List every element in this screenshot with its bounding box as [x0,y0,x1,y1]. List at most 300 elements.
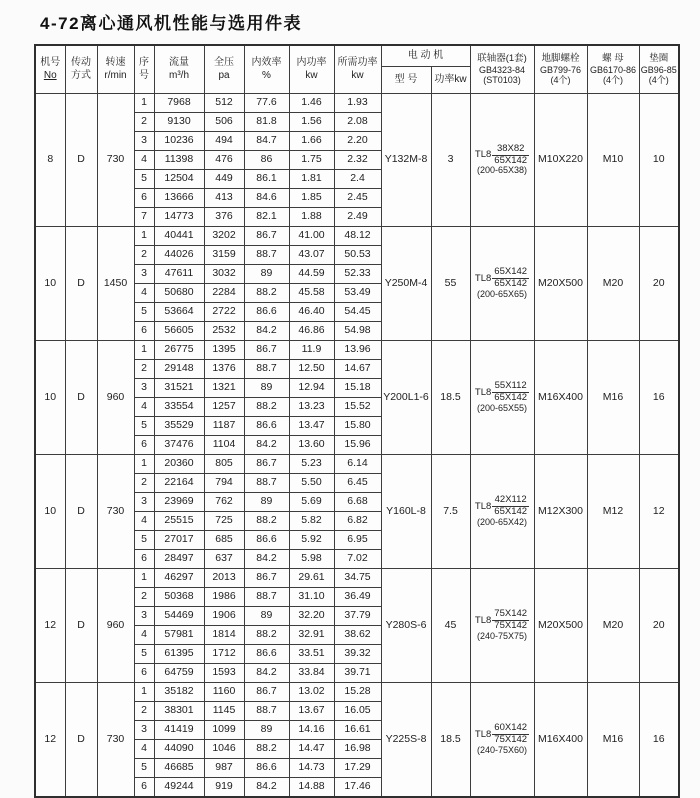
internal-power-cell: 29.61 [289,569,334,588]
required-power-cell: 17.29 [334,759,381,778]
required-power-cell: 6.45 [334,474,381,493]
anchor-bolt-cell: M10X220 [534,94,587,227]
seq-cell: 4 [134,512,154,531]
flow-cell: 22164 [154,474,204,493]
internal-power-cell: 43.07 [289,246,334,265]
required-power-cell: 2.49 [334,208,381,227]
coupling-spec [471,144,534,177]
coupling-spec [471,723,534,756]
coupling-fraction [492,267,529,290]
coupling-spec [471,381,534,414]
speed-cell: 960 [97,569,134,683]
flow-cell: 37476 [154,436,204,455]
washer-cell: 20 [639,569,679,683]
header-line: GB6170-86 [589,64,637,75]
motor-power-cell: 18.5 [431,341,470,455]
required-power-cell: 15.80 [334,417,381,436]
header-line: kw [305,69,318,81]
coupling-fraction-bottom: 65X142 [494,154,528,166]
coupling-fraction [492,144,529,167]
flow-cell: 53664 [154,303,204,322]
seq-cell: 2 [134,474,154,493]
required-power-cell: 15.28 [334,683,381,702]
flow-cell: 29148 [154,360,204,379]
pressure-cell: 449 [204,170,244,189]
pressure-cell: 2013 [204,569,244,588]
header-line: % [262,69,271,81]
coupling-fraction [492,495,529,518]
required-power-cell: 50.53 [334,246,381,265]
pressure-cell: 476 [204,151,244,170]
motor-model-cell: Y225S-8 [381,683,431,798]
flow-cell: 28497 [154,550,204,569]
motor-power-cell: 3 [431,94,470,227]
flow-cell: 50368 [154,588,204,607]
seq-cell: 3 [134,607,154,626]
pressure-cell: 762 [204,493,244,512]
header-motor-model: 型 号 [381,67,431,94]
nut-cell: M12 [587,455,639,569]
performance-table [34,44,680,798]
coupling-prefix: TL8 [474,272,492,284]
flow-cell: 44026 [154,246,204,265]
table-row [35,683,679,702]
header-drive [65,45,97,94]
pressure-cell: 685 [204,531,244,550]
coupling-cell [470,227,534,341]
efficiency-cell: 81.8 [244,113,289,132]
header-line: 全压 [214,57,234,68]
required-power-cell: 16.05 [334,702,381,721]
header-line: (4个) [603,74,623,85]
required-power-cell: 15.18 [334,379,381,398]
flow-cell: 20360 [154,455,204,474]
internal-power-cell: 1.66 [289,132,334,151]
washer-cell: 10 [639,94,679,227]
table-row [35,455,679,474]
table-header [35,45,679,94]
pressure-cell: 1814 [204,626,244,645]
internal-power-cell: 33.51 [289,645,334,664]
efficiency-cell: 86.7 [244,455,289,474]
internal-power-cell: 13.02 [289,683,334,702]
drive-type-cell: D [65,94,97,227]
efficiency-cell: 89 [244,721,289,740]
coupling-note: (200-65X65) [476,288,528,299]
internal-power-cell: 12.50 [289,360,334,379]
efficiency-cell: 77.6 [244,94,289,113]
required-power-cell: 16.98 [334,740,381,759]
required-power-cell: 2.32 [334,151,381,170]
motor-model-cell: Y132M-8 [381,94,431,227]
fan-no-cell: 12 [35,569,65,683]
header-fan-no [35,45,65,94]
efficiency-cell: 84.2 [244,778,289,798]
seq-cell: 3 [134,265,154,284]
motor-model-cell: Y160L-8 [381,455,431,569]
header-line: (ST0103) [483,74,521,85]
flow-cell: 11398 [154,151,204,170]
pressure-cell: 1187 [204,417,244,436]
header-line: (4个) [550,74,571,85]
efficiency-cell: 88.2 [244,284,289,303]
required-power-cell: 2.08 [334,113,381,132]
seq-cell: 6 [134,550,154,569]
motor-power-cell: 7.5 [431,455,470,569]
motor-power-cell: 18.5 [431,683,470,798]
motor-model-cell: Y280S-6 [381,569,431,683]
efficiency-cell: 86.6 [244,645,289,664]
efficiency-cell: 86.6 [244,759,289,778]
pressure-cell: 919 [204,778,244,798]
header-line: GB4323-84 [478,64,526,75]
flow-cell: 9130 [154,113,204,132]
seq-cell: 1 [134,569,154,588]
speed-cell: 730 [97,94,134,227]
coupling-spec [471,609,534,642]
header-line: 螺 母 [602,52,624,64]
pressure-cell: 3032 [204,265,244,284]
efficiency-cell: 88.2 [244,740,289,759]
required-power-cell: 2.20 [334,132,381,151]
seq-cell: 7 [134,208,154,227]
required-power-cell: 6.68 [334,493,381,512]
fan-no-cell: 10 [35,455,65,569]
coupling-cell [470,683,534,798]
anchor-bolt-cell: M12X300 [534,455,587,569]
header-line: 内功率 [296,57,327,68]
speed-cell: 960 [97,341,134,455]
required-power-cell: 36.49 [334,588,381,607]
required-power-cell: 2.4 [334,170,381,189]
header-line: 内效率 [251,57,282,68]
efficiency-cell: 88.7 [244,360,289,379]
flow-cell: 7968 [154,94,204,113]
coupling-cell [470,94,534,227]
efficiency-cell: 86.1 [244,170,289,189]
coupling-fraction [492,381,529,404]
pressure-cell: 1593 [204,664,244,683]
seq-cell: 5 [134,170,154,189]
seq-cell: 2 [134,113,154,132]
internal-power-cell: 45.58 [289,284,334,303]
coupling-note: (200-65X55) [476,402,528,413]
motor-power-cell: 45 [431,569,470,683]
internal-power-cell: 5.69 [289,493,334,512]
washer-cell: 12 [639,455,679,569]
speed-cell: 1450 [97,227,134,341]
internal-power-cell: 44.59 [289,265,334,284]
seq-cell: 2 [134,588,154,607]
internal-power-cell: 12.94 [289,379,334,398]
internal-power-cell: 5.92 [289,531,334,550]
flow-cell: 10236 [154,132,204,151]
required-power-cell: 53.49 [334,284,381,303]
coupling-cell [470,341,534,455]
seq-cell: 5 [134,531,154,550]
header-pressure [204,45,244,94]
required-power-cell: 7.02 [334,550,381,569]
required-power-cell: 38.62 [334,626,381,645]
drive-type-cell: D [65,227,97,341]
nut-cell: M16 [587,341,639,455]
internal-power-cell: 14.73 [289,759,334,778]
coupling-prefix: TL8 [474,728,492,740]
pressure-cell: 1712 [204,645,244,664]
header-line: 序 [139,57,149,68]
internal-power-cell: 14.16 [289,721,334,740]
flow-cell: 61395 [154,645,204,664]
flow-cell: 35182 [154,683,204,702]
header-washer [639,45,679,94]
seq-cell: 5 [134,303,154,322]
table-body [35,94,679,798]
anchor-bolt-cell: M20X500 [534,227,587,341]
coupling-note: (240-75X60) [476,744,528,755]
pressure-cell: 2722 [204,303,244,322]
flow-cell: 44090 [154,740,204,759]
internal-power-cell: 13.67 [289,702,334,721]
header-line: 地脚螺栓 [541,52,580,64]
seq-cell: 1 [134,94,154,113]
header-line: 机号 [40,57,61,68]
required-power-cell: 39.71 [334,664,381,683]
internal-power-cell: 32.20 [289,607,334,626]
seq-cell: 6 [134,664,154,683]
internal-power-cell: 32.91 [289,626,334,645]
required-power-cell: 39.32 [334,645,381,664]
efficiency-cell: 86.6 [244,303,289,322]
flow-cell: 54469 [154,607,204,626]
internal-power-cell: 5.82 [289,512,334,531]
coupling-fraction [492,723,529,746]
internal-power-cell: 46.40 [289,303,334,322]
pressure-cell: 1160 [204,683,244,702]
header-motor-power: 功率kw [431,67,470,94]
required-power-cell: 6.82 [334,512,381,531]
coupling-fraction-top: 38X82 [492,144,529,156]
pressure-cell: 2284 [204,284,244,303]
header-required-power [334,45,381,94]
coupling-prefix: TL8 [474,614,492,626]
seq-cell: 5 [134,645,154,664]
efficiency-cell: 88.7 [244,246,289,265]
efficiency-cell: 88.2 [244,398,289,417]
anchor-bolt-cell: M16X400 [534,341,587,455]
seq-cell: 4 [134,284,154,303]
table-row [35,569,679,588]
header-line: 转速 [105,57,126,68]
coupling-fraction-top: 42X112 [492,495,529,507]
required-power-cell: 14.67 [334,360,381,379]
header-motor-group: 电 动 机 [381,45,470,67]
pressure-cell: 2532 [204,322,244,341]
coupling-fraction-bottom: 75X142 [494,734,528,746]
drive-type-cell: D [65,683,97,798]
flow-cell: 47611 [154,265,204,284]
flow-cell: 40441 [154,227,204,246]
internal-power-cell: 13.60 [289,436,334,455]
pressure-cell: 1104 [204,436,244,455]
seq-cell: 3 [134,379,154,398]
required-power-cell: 37.79 [334,607,381,626]
seq-cell: 3 [134,132,154,151]
pressure-cell: 805 [204,455,244,474]
pressure-cell: 3159 [204,246,244,265]
internal-power-cell: 33.84 [289,664,334,683]
required-power-cell: 34.75 [334,569,381,588]
pressure-cell: 637 [204,550,244,569]
flow-cell: 35529 [154,417,204,436]
pressure-cell: 1257 [204,398,244,417]
efficiency-cell: 88.7 [244,588,289,607]
internal-power-cell: 13.47 [289,417,334,436]
coupling-fraction-bottom: 65X142 [494,278,528,290]
fan-no-cell: 12 [35,683,65,798]
required-power-cell: 1.93 [334,94,381,113]
flow-cell: 13666 [154,189,204,208]
efficiency-cell: 86.7 [244,341,289,360]
coupling-note: (200-65X42) [476,516,528,527]
header-internal-power [289,45,334,94]
coupling-fraction-bottom: 65X142 [494,392,528,404]
fan-no-cell: 10 [35,341,65,455]
flow-cell: 31521 [154,379,204,398]
flow-cell: 46297 [154,569,204,588]
required-power-cell: 54.98 [334,322,381,341]
washer-cell: 20 [639,227,679,341]
seq-cell: 4 [134,626,154,645]
internal-power-cell: 41.00 [289,227,334,246]
efficiency-cell: 89 [244,493,289,512]
pressure-cell: 512 [204,94,244,113]
coupling-prefix: TL8 [474,500,492,512]
seq-cell: 2 [134,246,154,265]
coupling-fraction-top: 60X142 [494,722,528,734]
fan-no-cell: 10 [35,227,65,341]
required-power-cell: 6.95 [334,531,381,550]
table-row [35,341,679,360]
internal-power-cell: 46.86 [289,322,334,341]
efficiency-cell: 86.7 [244,683,289,702]
internal-power-cell: 14.88 [289,778,334,798]
washer-cell: 16 [639,341,679,455]
header-coupling [470,45,534,94]
coupling-cell [470,569,534,683]
header-line: 所需功率 [337,57,378,68]
pressure-cell: 794 [204,474,244,493]
required-power-cell: 15.96 [334,436,381,455]
motor-model-cell: Y250M-4 [381,227,431,341]
efficiency-cell: 84.2 [244,322,289,341]
required-power-cell: 17.46 [334,778,381,798]
flow-cell: 14773 [154,208,204,227]
pressure-cell: 1099 [204,721,244,740]
flow-cell: 41419 [154,721,204,740]
flow-cell: 49244 [154,778,204,798]
internal-power-cell: 31.10 [289,588,334,607]
nut-cell: M20 [587,569,639,683]
seq-cell: 6 [134,778,154,798]
seq-cell: 1 [134,341,154,360]
speed-cell: 730 [97,455,134,569]
efficiency-cell: 89 [244,379,289,398]
header-line: pa [218,69,230,81]
efficiency-cell: 84.2 [244,550,289,569]
header-line: 传动 [71,57,91,68]
header-speed [97,45,134,94]
pressure-cell: 376 [204,208,244,227]
pressure-cell: 1906 [204,607,244,626]
required-power-cell: 48.12 [334,227,381,246]
pressure-cell: 1046 [204,740,244,759]
internal-power-cell: 11.9 [289,341,334,360]
flow-cell: 57981 [154,626,204,645]
seq-cell: 5 [134,759,154,778]
header-line: (4个) [648,74,669,85]
coupling-prefix: TL8 [474,386,492,398]
flow-cell: 38301 [154,702,204,721]
efficiency-cell: 86.6 [244,417,289,436]
internal-power-cell: 14.47 [289,740,334,759]
header-line: GB799-76 [539,64,582,75]
pressure-cell: 3202 [204,227,244,246]
coupling-fraction-top: 75X142 [494,608,528,620]
seq-cell: 3 [134,721,154,740]
table-row [35,94,679,113]
drive-type-cell: D [65,341,97,455]
flow-cell: 56605 [154,322,204,341]
pressure-cell: 413 [204,189,244,208]
coupling-fraction-top: 55X112 [492,381,529,393]
coupling-spec [471,495,534,528]
seq-cell: 4 [134,740,154,759]
pressure-cell: 1395 [204,341,244,360]
efficiency-cell: 88.2 [244,512,289,531]
coupling-fraction-bottom: 65X142 [494,506,528,518]
header-line: 联轴器(1套) [477,52,527,64]
header-line: GB96-85 [640,64,677,75]
motor-power-cell: 55 [431,227,470,341]
coupling-prefix: TL8 [474,149,492,161]
internal-power-cell: 1.85 [289,189,334,208]
required-power-cell: 52.33 [334,265,381,284]
required-power-cell: 6.14 [334,455,381,474]
seq-cell: 1 [134,455,154,474]
speed-cell: 730 [97,683,134,798]
drive-type-cell: D [65,569,97,683]
seq-cell: 6 [134,189,154,208]
required-power-cell: 54.45 [334,303,381,322]
efficiency-cell: 88.7 [244,702,289,721]
motor-model-cell: Y200L1-6 [381,341,431,455]
header-line: 号 [139,69,149,81]
seq-cell: 5 [134,417,154,436]
required-power-cell: 2.45 [334,189,381,208]
seq-cell: 2 [134,360,154,379]
coupling-cell [470,455,534,569]
header-line: 流量 [169,57,189,68]
efficiency-cell: 84.2 [244,436,289,455]
pressure-cell: 987 [204,759,244,778]
header-line: r/min [104,69,127,81]
flow-cell: 46685 [154,759,204,778]
header-line: m³/h [169,69,189,81]
header-line: 垫圈 [649,52,669,64]
pressure-cell: 1145 [204,702,244,721]
header-flow [154,45,204,94]
required-power-cell: 15.52 [334,398,381,417]
